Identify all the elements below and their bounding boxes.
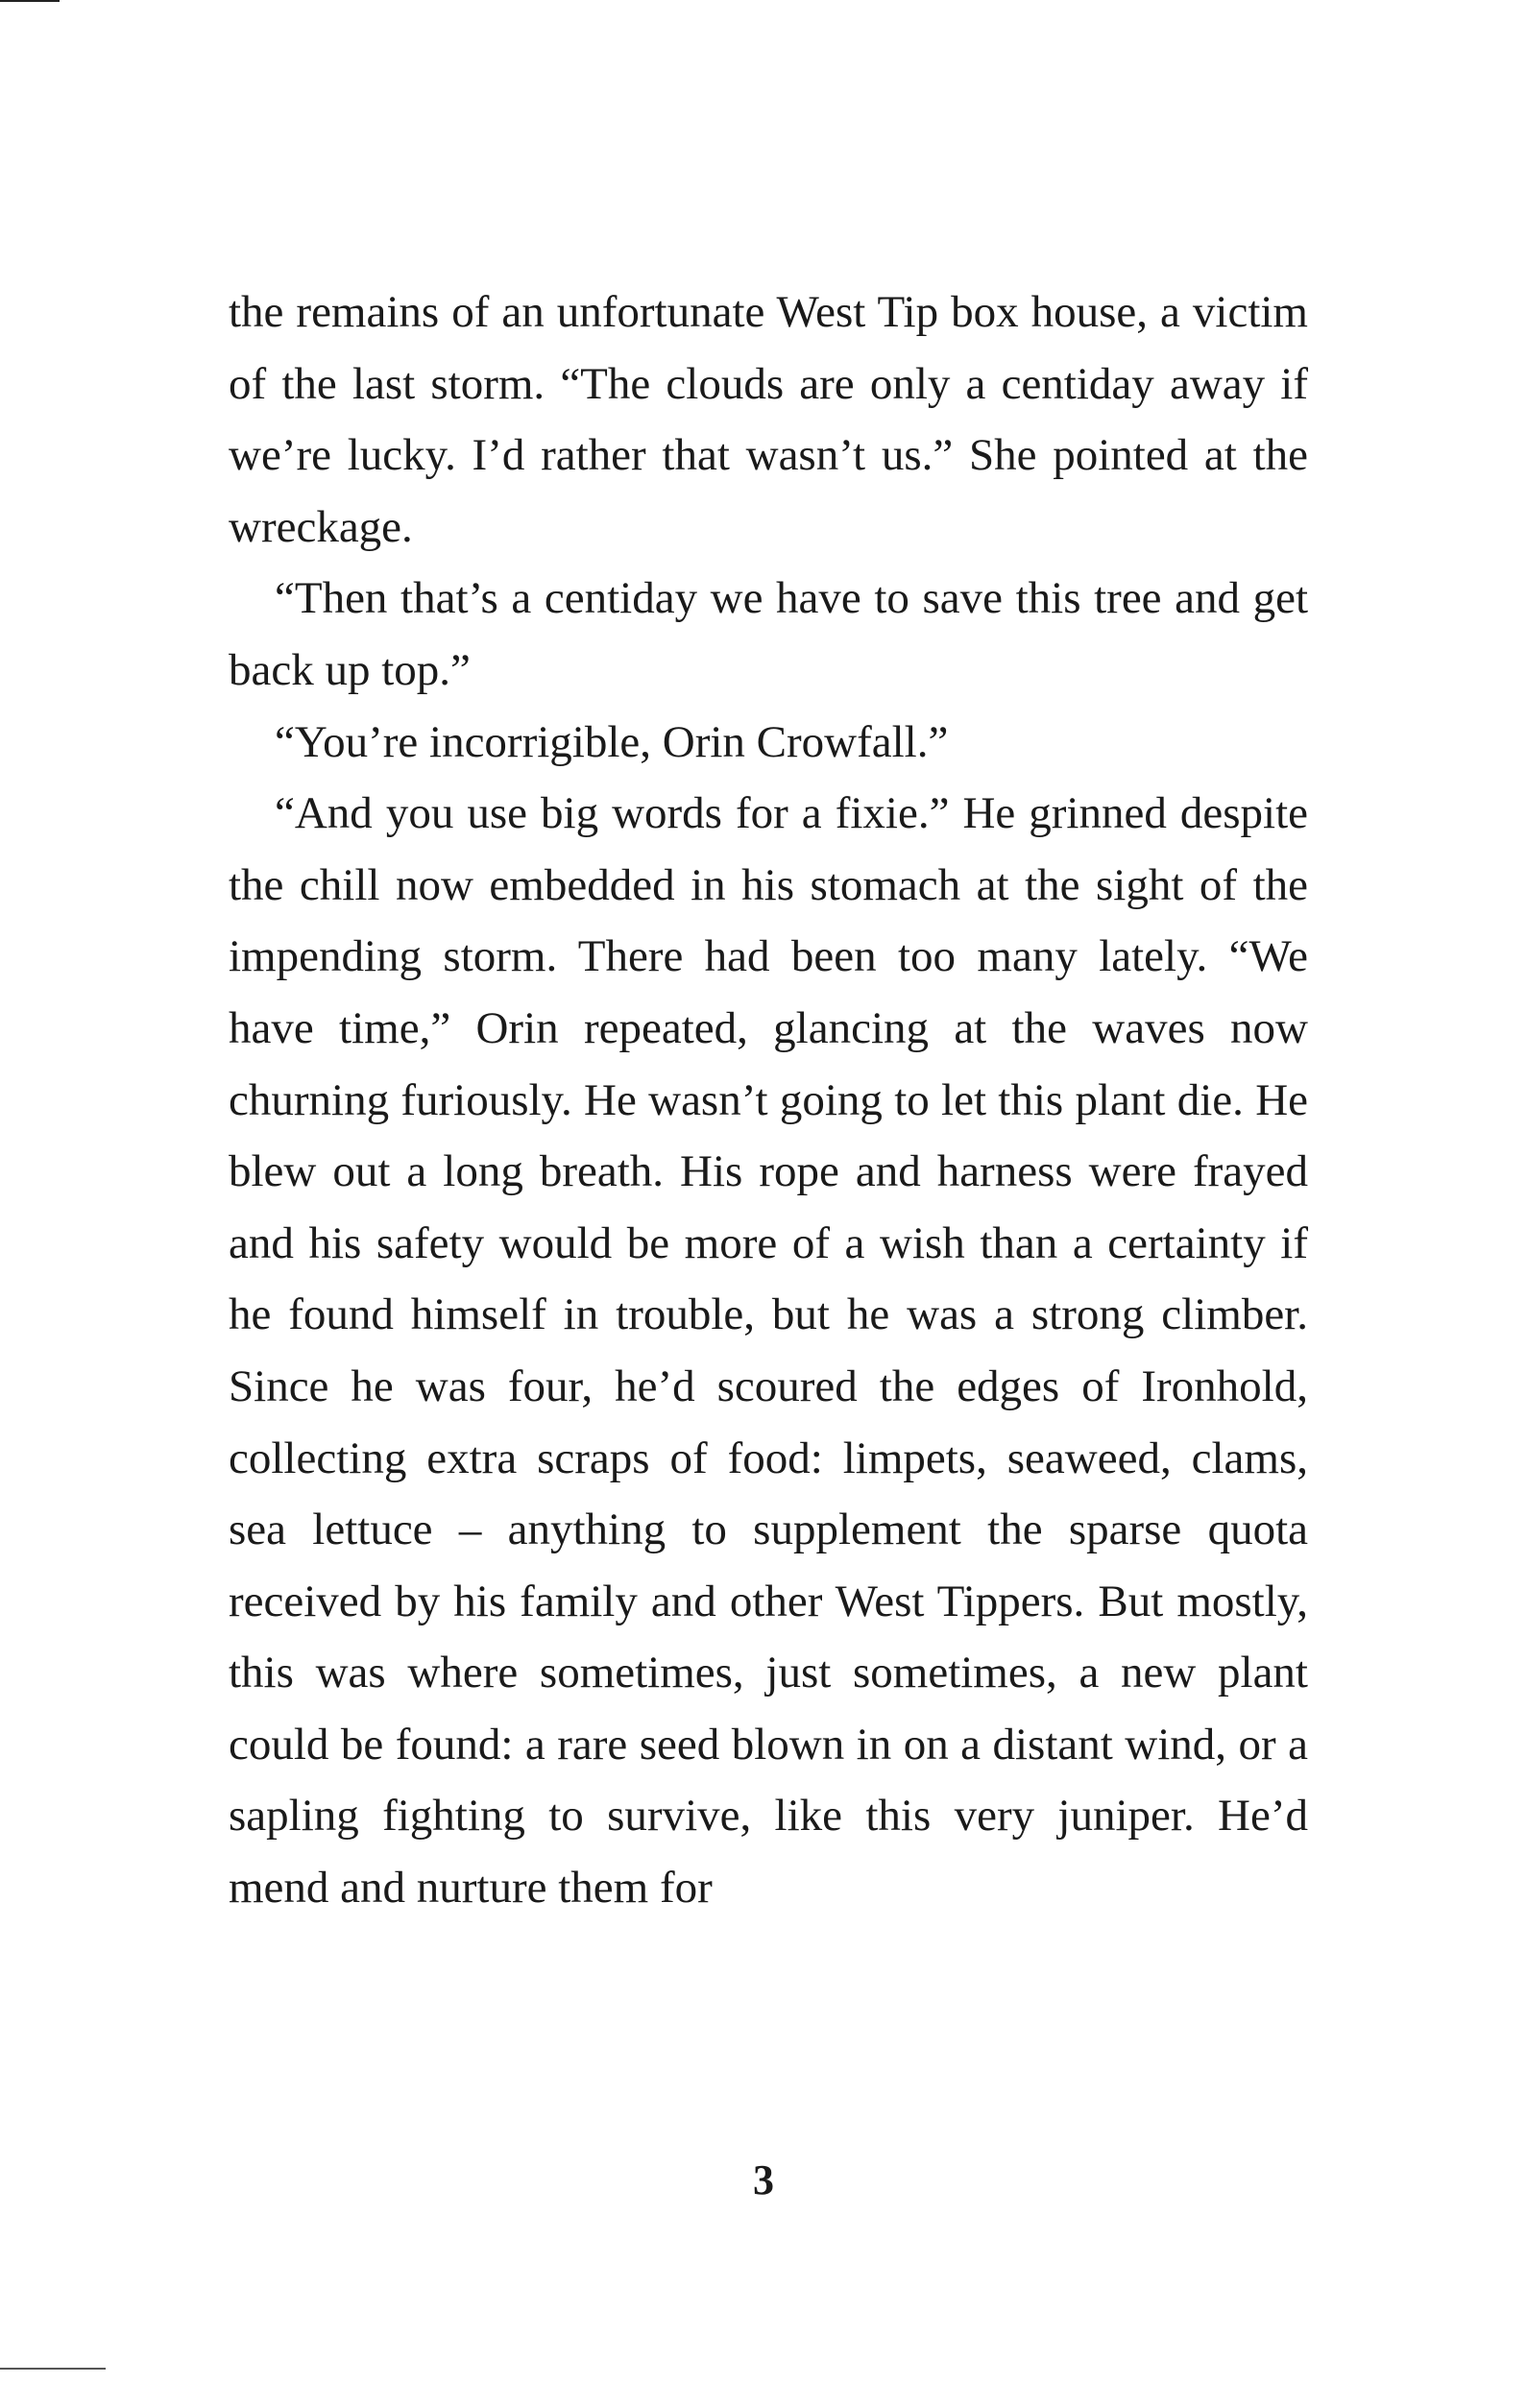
- paragraph-3: “You’re incorrigible, Orin Crowfall.”: [275, 716, 949, 767]
- paragraph-1: the remains of an unfortunate West Tip box house, a victim of the last storm. “The clouds are only a centiday away if we’re lucky. I’d rather that wasn’t us.” She pointed at the wreckage.: [229, 287, 1308, 552]
- crop-mark-top: [0, 0, 60, 2]
- page-number: 3: [753, 2156, 774, 2203]
- paragraph-4: “And you use big words for a fixie.” He grinned despite the chill now embedded in his stomach at the sight of the impending storm. There had been too many lately. “We have time,” Orin repeated, glancing at the waves now churning furiously. He wasn’t going to let this plant die. He blew out a long breath. His rope and harness were frayed and his safety would be more of a wish than a certainty if he found himself in trouble, but he was a strong climber. Since he was four, he’d scoured the edges of Ironhold, collecting extra scraps of food: limpets, seaweed, clams, sea lettuce – anything to supplement the sparse quota received by his family and other West Tippers. But mostly, this was where sometimes, just sometimes, a new plant could be found: a rare seed blown in on a distant wind, or a sapling fighting to survive, like this very juniper. He’d mend and nurture them for: [229, 788, 1308, 1914]
- paragraph-2: “Then that’s a centiday we have to save this tree and get back up top.”: [229, 573, 1308, 695]
- crop-mark-bottom: [0, 2368, 106, 2370]
- body-text: [229, 277, 1308, 1924]
